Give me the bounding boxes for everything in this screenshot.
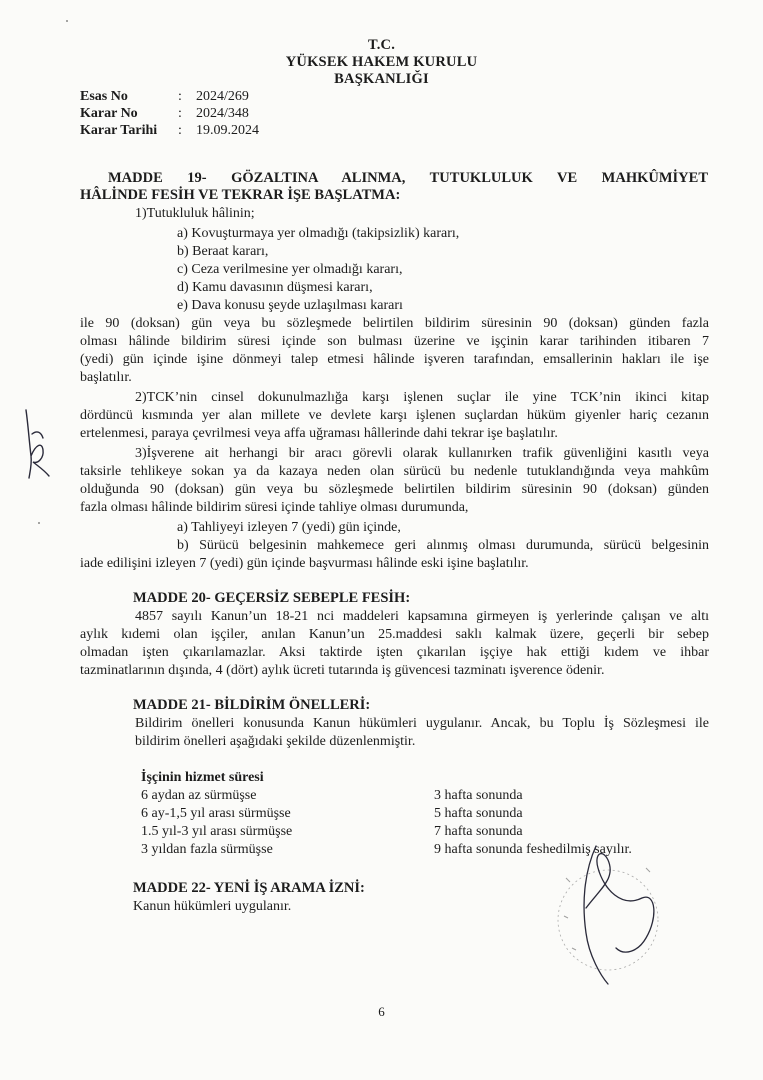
header-presidency: BAŞKANLIĞI <box>334 71 429 87</box>
madde-19-heading: MADDE 19- GÖZALTINA ALINMA, TUTUKLULUK VE MAHKÛMİYET <box>108 170 708 186</box>
notice-period-cell: 7 hafta sonunda <box>434 824 523 839</box>
header-tc: T.C. <box>367 37 396 53</box>
paragraph-line: ertelenmesi, paraya çevrilmesi veya affa uğraması hâllerinde dahi tekrar işe başlatılır. <box>80 426 558 441</box>
paragraph-line: dördüncü kısmında yer alan millete ve devlete karşı işlenen suçlardan hüküm giyenler hariç cezanın <box>80 408 709 423</box>
header-institution: YÜKSEK HAKEM KURULU <box>285 54 478 70</box>
madde-21-heading: MADDE 21- BİLDİRİM ÖNELLERİ: <box>133 697 371 713</box>
paragraph-line: aylık kıdemi olan işçiler, anılan Kanun’un 25.maddesi saklı kalmak üzere, geçerli bir sebep <box>80 627 709 642</box>
notice-service-cell: 1.5 yıl-3 yıl arası sürmüşse <box>141 824 293 839</box>
karar-no-label: Karar No <box>80 106 138 121</box>
notice-table-header: İşçinin hizmet süresi <box>141 770 264 785</box>
karar-tarihi-value: 19.09.2024 <box>196 123 259 138</box>
madde-22-heading: MADDE 22- YENİ İŞ ARAMA İZNİ: <box>133 880 365 896</box>
paragraph-line: bildirim önelleri aşağıdaki şekilde düzenlenmiştir. <box>135 734 416 749</box>
paragraph-line: 4857 sayılı Kanun’un 18-21 nci maddeleri kapsamına girmeyen iş yerlerinde çalışan ve altı <box>135 609 709 624</box>
madde-19-item-b: b) Beraat kararı, <box>177 244 269 259</box>
madde-19-item-d: d) Kamu davasının düşmesi kararı, <box>177 280 373 295</box>
paragraph-line: olmadan işten çıkarılamazlar. Aksi taktirde işten çıkarılan işçiye hak ettiği kıdem ve ihbar <box>80 645 709 660</box>
madde-19-p1: 1)Tutukluluk hâlinin; <box>135 206 255 221</box>
notice-period-cell: 5 hafta sonunda <box>434 806 523 821</box>
madde-19-p3-item-a: a) Tahliyeyi izleyen 7 (yedi) gün içinde, <box>177 520 401 535</box>
karar-tarihi-row <box>80 123 320 143</box>
colon: : <box>178 123 182 138</box>
paragraph-line: Bildirim önelleri konusunda Kanun hükümleri uygulanır. Ancak, bu Toplu İş Sözleşmesi ile <box>135 716 709 731</box>
madde-19-heading-cont: HÂLİNDE FESİH VE TEKRAR İŞE BAŞLATMA: <box>80 187 401 203</box>
esas-no-label: Esas No <box>80 89 128 104</box>
signature-stamp <box>546 838 678 988</box>
notice-service-cell: 6 aydan az sürmüşse <box>141 788 257 803</box>
notice-service-cell: 6 ay-1,5 yıl arası sürmüşse <box>141 806 291 821</box>
paragraph-line: ile 90 (doksan) gün veya bu sözleşmede belirtilen bildirim süresinin 90 (doksan) günden fazla <box>80 316 709 331</box>
karar-tarihi-label: Karar Tarihi <box>80 123 158 138</box>
madde-19-item-a: a) Kovuşturmaya yer olmadığı (takipsizlik) kararı, <box>177 226 460 241</box>
paragraph-line: Kanun hükümleri uygulanır. <box>133 899 292 914</box>
scan-speck <box>38 522 40 524</box>
karar-no-value: 2024/348 <box>196 106 249 121</box>
notice-period-cell: 9 hafta sonunda feshedilmiş sayılır. <box>434 842 632 857</box>
paragraph-line: fazla olması hâlinde bildirim süresi içinde tahliye olması durumunda, <box>80 500 469 515</box>
paragraph-line: taksirle tehlikeye sokan ya da kazaya neden olan sürücü bu nedenle tutuklandığında veya mahkûm <box>80 464 709 479</box>
madde-19-p3-item-b: b) Sürücü belgesinin mahkemece geri alınmış olması durumunda, sürücü belgesinin <box>177 538 709 553</box>
paragraph-line: tazminatlarının dışında, 4 (dört) aylık ücreti tutarında iş güvencesi tazminatı işverence ödenir. <box>80 663 605 678</box>
colon: : <box>178 89 182 104</box>
paragraph-line: 2)TCK’nin cinsel dokunulmazlığa karşı işlenen suçlar ile yine TCK’nin ikinci kitap <box>135 390 709 405</box>
paragraph-line: olduğunda 90 (doksan) gün veya bu sözleşmede belirtilen bildirim süresinin 90 (doksan) günden <box>80 482 709 497</box>
scan-speck <box>66 20 68 22</box>
colon: : <box>178 106 182 121</box>
madde-19-item-c: c) Ceza verilmesine yer olmadığı kararı, <box>177 262 403 277</box>
madde-19-item-e: e) Dava konusu şeyde uzlaşılması kararı <box>177 298 403 313</box>
margin-initial-mark <box>20 404 60 484</box>
paragraph-line: iade edilişini izleyen 7 (yedi) gün içinde başvurması hâlinde eski işine başlatılır. <box>80 556 529 571</box>
paragraph-line: 3)İşverene ait herhangi bir aracı görevli olarak kullanırken trafik güvenliğini kasıtlı veya <box>135 446 709 461</box>
notice-service-cell: 3 yıldan fazla sürmüşse <box>141 842 273 857</box>
paragraph-line: başlatılır. <box>80 370 132 385</box>
notice-period-cell: 3 hafta sonunda <box>434 788 523 803</box>
madde-20-heading: MADDE 20- GEÇERSİZ SEBEPLE FESİH: <box>133 590 411 606</box>
paragraph-line: (yedi) gün içinde işine dönmeyi talep etmesi hâlinde işveren tarafından, emsallerinin hakları ile işe <box>80 352 709 367</box>
page-number: 6 <box>378 1004 385 1019</box>
paragraph-line: olması hâlinde bildirim süresi içinde son bulması üzerine ve işçinin karar tarihinden itibaren 7 <box>80 334 709 349</box>
esas-no-value: 2024/269 <box>196 89 249 104</box>
